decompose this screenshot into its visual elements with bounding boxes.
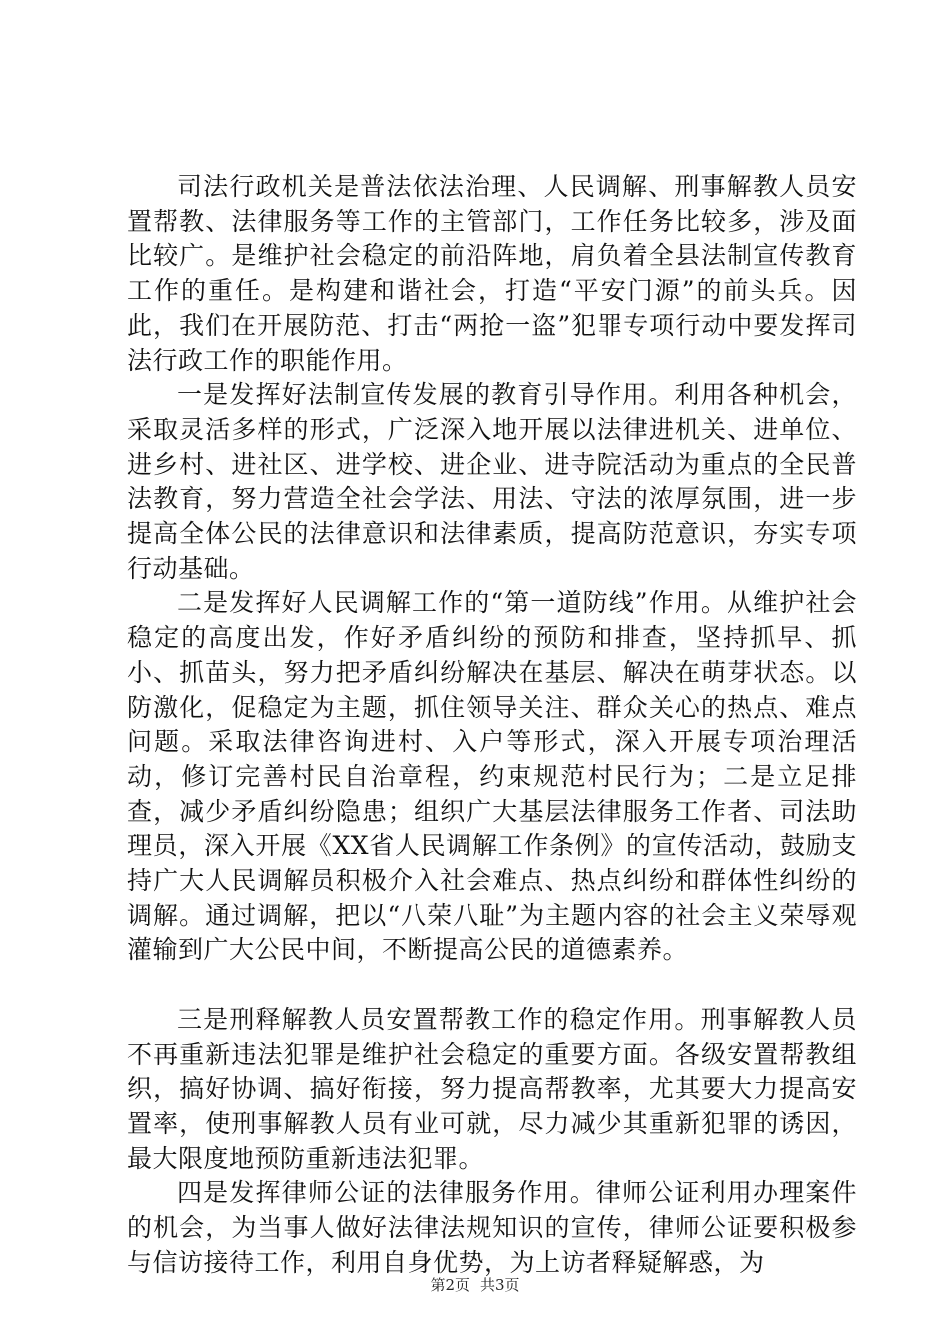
- page-number: 第2页: [430, 1276, 470, 1294]
- paragraph-spacer: [127, 968, 857, 1003]
- paragraph-intro: 司法行政机关是普法依法治理、人民调解、刑事解教人员安置帮教、法律服务等工作的主管部门，工作任务比较多，涉及面比较广。是维护社会稳定的前沿阵地，肩负着全县法制宣传教育工作的重任。是构建和谐社会，打造“平安门源”的前头兵。因此，我们在开展防范、打击“两抢一盗”犯罪专项行动中要发挥司法行政工作的职能作用。: [127, 172, 857, 375]
- paragraph-point-one: 一是发挥好法制宣传发展的教育引导作用。利用各种机会，采取灵活多样的形式，广泛深入地开展以法律进机关、进单位、进乡村、进社区、进学校、进企业、进寺院活动为重点的全民普法教育，努力营造全社会学法、用法、守法的浓厚氛围，进一步提高全体公民的法律意识和法律素质，提高防范意识，夯实专项行动基础。: [127, 380, 857, 583]
- document-body: [127, 170, 857, 1280]
- page-footer: [0, 1274, 950, 1295]
- paragraph-point-two: 二是发挥好人民调解工作的“第一道防线”作用。从维护社会稳定的高度出发，作好矛盾纠纷的预防和排查，坚持抓早、抓小、抓苗头，努力把矛盾纠纷解决在基层、解决在萌芽状态。以防激化，促稳定为主题，抓住领导关注、群众关心的热点、难点问题。采取法律咨询进村、入户等形式，深入开展专项治理活动，修订完善村民自治章程，约束规范村民行为；二是立足排查，减少矛盾纠纷隐患；组织广大基层法律服务工作者、司法助理员，深入开展《XX省人民调解工作条例》的宣传活动，鼓励支持广大人民调解员积极介入社会难点、热点纠纷和群体性纠纷的调解。通过调解，把以“八荣八耻”为主题内容的社会主义荣辱观灌输到广大公民中间，不断提高公民的道德素养。: [127, 588, 857, 965]
- paragraph-point-three: 三是刑释解教人员安置帮教工作的稳定作用。刑事解教人员不再重新违法犯罪是维护社会稳定的重要方面。各级安置帮教组织，搞好协调、搞好衔接，努力提高帮教率，尤其要大力提高安置率，使刑事解教人员有业可就，尽力减少其重新犯罪的诱因，最大限度地预防重新违法犯罪。: [127, 1004, 857, 1173]
- paragraph-point-four: 四是发挥律师公证的法律服务作用。律师公证利用办理案件的机会，为当事人做好法律法规知识的宣传，律师公证要积极参与信访接待工作，利用自身优势，为上访者释疑解惑，为: [127, 1178, 857, 1277]
- page-total: 共3页: [480, 1276, 520, 1294]
